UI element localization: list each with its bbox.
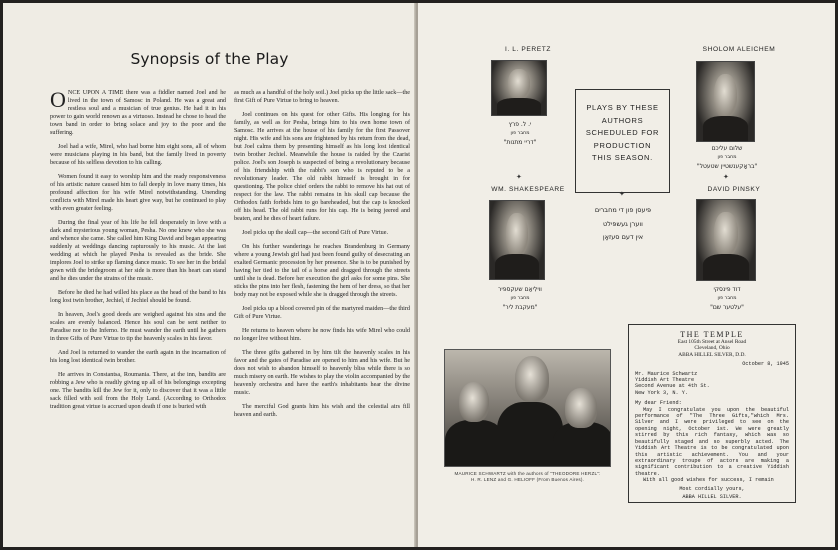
letter-greeting: My dear Friend: (635, 400, 682, 407)
ornament-icon: ✦ (516, 173, 522, 181)
paragraph: Women found it easy to worship him and the ready responsiveness of his artistic nature caused him to fall deeply in love many times, his profound affection for his wife Mirel notwithstanding. Unending conflicts with Mirel made his heart give way, but he continued to play with even greater feeling. (50, 174, 226, 212)
portrait-pinsky (696, 199, 756, 281)
paragraph: ONCE UPON A TIME there was a fiddler named Joel and he lived in the town of Samosc in Poland. He was a great and restless soul and a musician of true genius. He had it in his power to gain world renown as a virtuoso. Instead he chose to head the town band in order to bring solace and joy to the poor and the suffering. (50, 87, 226, 136)
author-name-pinsky: DAVID PINSKY (707, 186, 761, 193)
paragraph: During the final year of his life he fell desperately in love with a dark and mysterious young woman, Pesha. No one knew who she was and whence she came. She called him King David and began appearing suddenly at weddings dancing rapturously to his music. At the last wedding at which he played Pesha is revealed as the bride. She implores Joel to strike up flaming dance music. To see her in the bridal gown with the bridegroom at her side is more than his heart can stand and he dies under the strains of the music. (50, 220, 226, 282)
portrait-sholom-aleichem (696, 61, 755, 142)
paragraph: as much as a handful of the holy soil.) Joel picks up the little sack—the first Gift of Pure Virtue to bring to heaven. (234, 90, 410, 104)
paragraph: Joel had a wife, Mirel, who had borne him eight sons, all of whom were musicians playing in his band, but the family lived in poverty because of his selfless devotion to his calling. (50, 144, 226, 166)
paragraph: He returns to heaven where he now finds his wife Mirel who could no longer live without him. (234, 328, 410, 342)
photo-caption: MAURICE SCHWARTZ with the authors of "THEODORE HERZL": H. R. LENZ and G. HELIOFF (From Buenos Aires). (454, 471, 601, 482)
paragraph: The three gifts gathered in by him tilt the heavenly scales in his favor and the gates of Paradise are opened to him and his wife. But he does not wish to abandon himself to heavenly bliss while there is so much misery on earth. He wishes to play the violin accompanied by the heavenly orchestra and have the earth's inhabitants hear the divine music. (234, 350, 410, 396)
letter-body: With all good wishes for success, I remain (643, 477, 774, 484)
letter-body: May I congratulate you upon the beautiful performance of "The Three Gifts,"which Mrs. Silver and I were privileged to see on the opening night, October 1st. We were greatly stirred by this rich fantasy, which was so beautifully staged and so superbly acted. The Yiddish Art Theatre is to be congratulated upon this artistic achievement. You and your extraordinary troupe of actors are making a significant contribution to a creative Yiddish theatre. (635, 406, 789, 477)
paragraph: Joel picks up the skull cap—the second Gift of Pure Virtue. (242, 230, 389, 236)
yiddish-plays-note: פּיעסן פון די מחברים ווערן געשפּילט אין דעם סעזאָן (594, 206, 652, 241)
group-photo (444, 349, 611, 467)
temple-letter (628, 324, 796, 503)
hebrew-caption-shakespeare: ווילִיאַם שעקספּיר מחבר פון "מעקבת ליר" (498, 286, 542, 311)
synopsis-column-2 (234, 89, 410, 425)
paragraph: And Joel is returned to wander the earth again in the incarnation of his long lost identical twin brother. (50, 350, 226, 364)
paragraph: Joel continues on his quest for other Gifts. His longing for his family, as well as for Pesha, brings him to his own home town of Samosc. He arrives at the house of his family for the first Passover night. His wife and his sons are frightened by his return from the dead, but Joel calms them by presenting himself as his long lost identical twin brother Jechiel. Meanwhile the house is raided by the Czarist police. Joel's son Joseph is suspected of being a revolutionary because of his friendship with the rabbi's son who is reputed to be a revolutionary leader. The old rabbi himself is brought in for questioning. The police chief orders the rabbi to remove his hat out of respect for the law. The rabbi remains in his skull cap because the Orthodox faith forbids him to go bareheaded, but the cap is knocked off his head. The old rabbi runs for his cap. He is being jeered and beaten, and he dies of heart failure. (234, 112, 410, 222)
hebrew-caption-sholom-aleichem: שלום עליכם מחבר פון "בראָקענשטיין שטעטל" (696, 145, 758, 170)
letter-signature: ABBA HILLEL SILVER. (682, 493, 742, 500)
drop-cap: O (50, 87, 66, 112)
right-page (418, 3, 835, 547)
paragraph: Before he died he had willed his place as the head of the band to his long lost twin brother, Jechiel, if Jechiel should be found. (50, 290, 226, 304)
ornament-icon: ✦ (619, 190, 625, 198)
paragraph: Joel picks up a blood covered pin of the martyred maiden—the third Gift of Pure Virtue. (234, 306, 410, 320)
letter-date: October 8, 1945 (742, 361, 789, 368)
paragraph: The merciful God grants him his wish and the celestial airs fill heaven and earth. (234, 404, 410, 418)
paragraph: On his further wanderings he reaches Brandenburg in Germany where a young Jewish girl had just been found guilty of desecrating an exalted Germanic procession by her presence. She is to be punished by having her tied to the tail of a horse and dragged through the streets until she is dead. Before her execution the girl asks for some pins. She sticks the pins into her flesh, fastening the hem of her dress, so that her body may not be exposed while she is dragged through the streets. (234, 244, 410, 298)
letterhead: THE TEMPLE East 105th Street at Ansel Road Cleveland, Ohio ABBA HILLEL SILVER, D.D. (677, 330, 747, 358)
paragraph: In heaven, Joel's good deeds are weighed against his sins and the scales are evenly balanced. Hence his soul can be sent neither to Paradise nor to the Inferno. He must wander the earth until he gathers in three Gifts of Pure Virtue to tip the heavenly scales in his favor. (50, 312, 226, 342)
paragraph: He arrives in Constantsa, Roumania. There, at the inn, bandits are robbing a Jew who is readily giving up all of his belongings excepting one. The bandits kill the Jew for it, only to discover that it was a little sack filled with soil from the Holy Land. (According to Orthodox tradition great virtue is accrued upon death if one is buried with (50, 372, 226, 410)
author-name-shakespeare: WM. SHAKESPEARE (491, 186, 565, 193)
page-title: Synopsis of the Play (130, 50, 289, 68)
hebrew-caption-pinsky: דוד פּינסקי מחבר פון "עלטער שם" (710, 286, 744, 311)
plays-scheduled-box: PLAYS BY THESE AUTHORS SCHEDULED FOR PRODUCTION THIS SEASON. (575, 89, 670, 193)
portrait-shakespeare (489, 200, 545, 280)
author-name-peretz: I. L. PERETZ (504, 46, 552, 53)
synopsis-column-1 (50, 89, 226, 417)
ornament-icon: ✦ (723, 173, 729, 181)
author-name-sholom-aleichem: SHOLOM ALEICHEM (702, 46, 776, 53)
letter-recipient: Mr. Maurice Schwartz Yiddish Art Theatre Second Avenue at 4th St. New York 3, N. Y. (635, 370, 710, 396)
left-page (3, 3, 416, 547)
hebrew-caption-peretz: י. ל. פרץ מחבר פון "דריי מתנות" (503, 121, 537, 146)
letter-closing: Most cordially yours, (679, 485, 745, 492)
portrait-peretz (491, 60, 547, 116)
